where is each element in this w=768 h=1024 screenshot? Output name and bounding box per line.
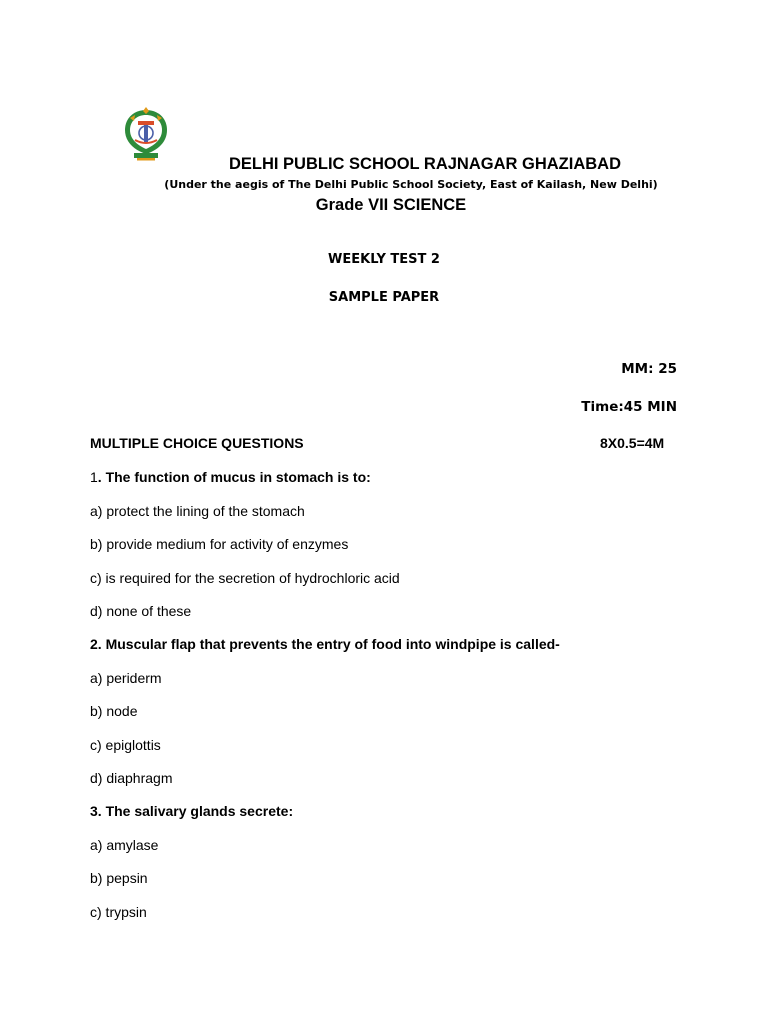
school-logo <box>120 106 172 162</box>
grade-subject: Grade VII SCIENCE <box>315 196 467 214</box>
question-3: 3. The salivary glands secrete: <box>90 803 294 819</box>
school-affiliation: (Under the aegis of The Delhi Public School Society, East of Kailash, New Delhi) <box>164 178 658 191</box>
question-text: . The function of mucus in stomach is to: <box>97 469 371 485</box>
max-marks: MM: 25 <box>621 361 677 377</box>
question-number: 1 <box>90 469 98 485</box>
option-item: a) periderm <box>90 670 162 686</box>
section-marks: 8X0.5=4M <box>600 435 665 451</box>
option-item: d) none of these <box>90 603 192 619</box>
option-item: a) amylase <box>90 837 159 853</box>
option-item: b) provide medium for activity of enzymes <box>90 536 349 552</box>
section-title: MULTIPLE CHOICE QUESTIONS <box>90 435 304 451</box>
option-item: c) epiglottis <box>90 737 161 753</box>
option-item: b) pepsin <box>90 870 148 886</box>
test-title: WEEKLY TEST 2 <box>328 252 440 267</box>
paper-subtitle: SAMPLE PAPER <box>328 290 440 305</box>
school-name: DELHI PUBLIC SCHOOL RAJNAGAR GHAZIABAD <box>228 155 622 173</box>
question-2: 2. Muscular flap that prevents the entry of food into windpipe is called- <box>90 636 560 652</box>
time-allowed: Time:45 MIN <box>581 399 677 415</box>
school-emblem-icon <box>120 106 172 162</box>
option-item: d) diaphragm <box>90 770 173 786</box>
option-item: a) protect the lining of the stomach <box>90 503 305 519</box>
question-1 <box>90 469 371 485</box>
option-item: b) node <box>90 703 138 719</box>
option-item: c) is required for the secretion of hydrochloric acid <box>90 570 400 586</box>
option-item: c) trypsin <box>90 904 147 920</box>
